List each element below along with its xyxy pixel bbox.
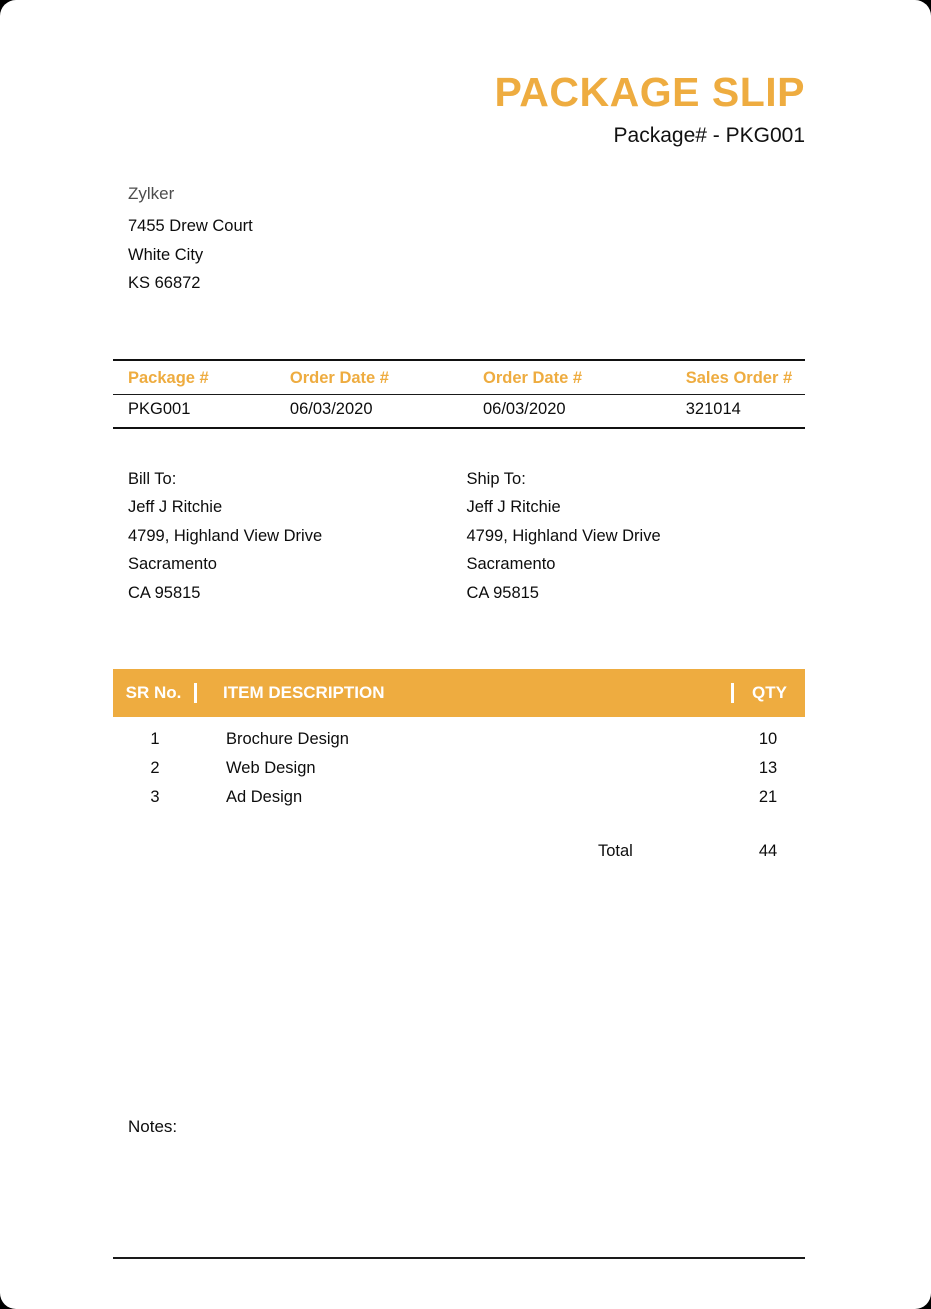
package-number: Package# - PKG001	[613, 124, 805, 148]
bill-to-label: Bill To:	[128, 469, 177, 488]
total-label: Total	[598, 842, 633, 861]
item-sr-no: 3	[150, 787, 160, 806]
items-table-body	[113, 717, 805, 811]
info-value-row	[113, 394, 805, 428]
notes-label: Notes:	[128, 1117, 178, 1137]
package-info-table	[113, 359, 805, 429]
bill-to-block	[128, 465, 467, 608]
info-header-package: Package #	[113, 360, 275, 395]
info-value-order-date-1: 06/03/2020	[289, 399, 373, 418]
ship-to-block	[467, 465, 806, 608]
ship-to-line: 4799, Highland View Drive	[466, 526, 661, 545]
document-header	[113, 0, 805, 148]
info-header-sales-order: Sales Order #	[671, 360, 805, 395]
addresses-section	[113, 465, 805, 608]
ship-to-line: Sacramento	[466, 555, 556, 574]
bill-to-line: CA 95815	[128, 583, 201, 602]
info-value-order-date-2: 06/03/2020	[482, 399, 566, 418]
company-name: Zylker	[128, 184, 175, 204]
item-description: Web Design	[226, 758, 316, 777]
info-header-order-date-2: Order Date #	[468, 360, 671, 395]
item-qty: 21	[758, 787, 778, 806]
company-address-block	[113, 180, 805, 298]
total-value: 44	[758, 842, 778, 861]
table-row	[113, 783, 805, 812]
ship-to-line: Jeff J Ritchie	[466, 498, 561, 517]
item-description: Brochure Design	[226, 730, 349, 749]
info-header-order-date-1: Order Date #	[275, 360, 468, 395]
table-row	[113, 754, 805, 783]
bill-to-line: Sacramento	[128, 555, 217, 574]
company-address-line: White City	[128, 245, 204, 264]
items-header-qty: QTY	[731, 683, 805, 703]
item-qty: 10	[758, 730, 778, 749]
item-qty: 13	[758, 758, 778, 777]
item-sr-no: 1	[150, 730, 160, 749]
info-header-row	[113, 360, 805, 395]
items-table-header	[113, 669, 805, 717]
ship-to-line: CA 95815	[466, 583, 539, 602]
bill-to-line: 4799, Highland View Drive	[128, 526, 323, 545]
bottom-divider	[113, 1257, 805, 1259]
company-address-line: 7455 Drew Court	[128, 217, 253, 236]
info-value-package: PKG001	[128, 399, 191, 418]
company-address-line: KS 66872	[128, 274, 201, 293]
total-row	[113, 842, 805, 861]
table-row	[113, 725, 805, 754]
items-header-description: ITEM DESCRIPTION	[223, 683, 385, 703]
document-content	[113, 0, 805, 1259]
bill-to-line: Jeff J Ritchie	[128, 498, 223, 517]
info-value-sales-order: 321014	[685, 399, 741, 418]
ship-to-label: Ship To:	[466, 469, 526, 488]
document-title: PACKAGE SLIP	[494, 69, 805, 115]
item-sr-no: 2	[150, 758, 160, 777]
items-header-sr-no: SR No.	[113, 683, 197, 703]
item-description: Ad Design	[226, 787, 303, 806]
